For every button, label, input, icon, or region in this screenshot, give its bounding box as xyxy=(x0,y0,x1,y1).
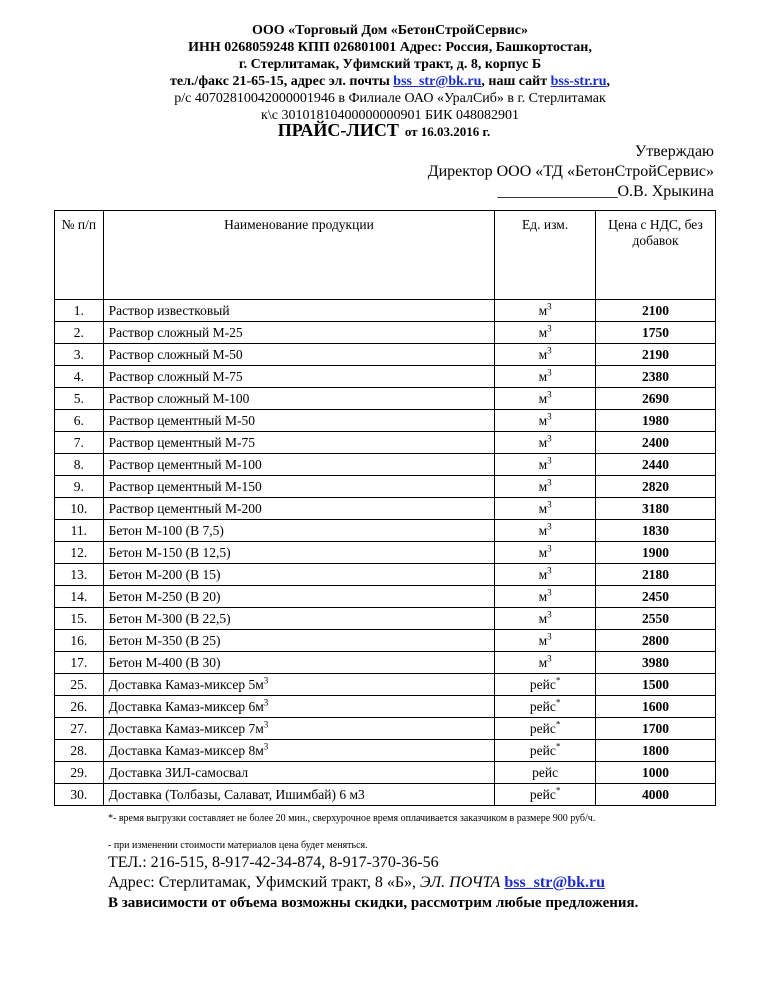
product-name-text: Доставка (Толбазы, Салават, Ишимбай) 6 м3 xyxy=(108,786,365,802)
unit-superscript: 3 xyxy=(547,389,552,399)
row-number: 11. xyxy=(55,520,104,542)
product-name-text: Доставка Камаз-миксер 5м xyxy=(108,676,264,692)
header-num: № п/п xyxy=(55,211,104,300)
row-unit xyxy=(495,652,596,674)
row-unit xyxy=(495,740,596,762)
unit-text: м xyxy=(538,522,548,538)
unit-superscript: 3 xyxy=(547,323,552,333)
product-name-text: Раствор сложный М-75 xyxy=(108,368,243,384)
row-unit xyxy=(495,586,596,608)
table-row xyxy=(55,784,716,806)
unit-superscript: 3 xyxy=(547,587,552,597)
row-product-name xyxy=(103,674,495,696)
row-product-name xyxy=(103,630,495,652)
contact-email-label: ЭЛ. ПОЧТА xyxy=(420,874,501,891)
row-number: 7. xyxy=(55,432,104,454)
table-row xyxy=(55,454,716,476)
contact-address xyxy=(108,873,716,893)
product-name-superscript: 3 xyxy=(263,697,269,707)
table-row xyxy=(55,586,716,608)
unit-superscript: * xyxy=(555,697,561,707)
contacts-comma: , xyxy=(606,74,611,89)
unit-superscript: * xyxy=(555,785,561,795)
row-price: 3180 xyxy=(596,498,716,520)
approval-signature: _______________О.В. Хрыкина xyxy=(497,183,714,200)
unit-text: рейс xyxy=(529,698,556,714)
unit-superscript: * xyxy=(555,719,561,729)
note-price-change: - при изменении стоимости материалов цена будет меняться. xyxy=(108,840,368,851)
header-site-link[interactable]: bss-str.ru xyxy=(550,74,607,89)
product-name-text: Доставка Камаз-миксер 8м xyxy=(108,742,264,758)
row-price: 1700 xyxy=(596,718,716,740)
row-unit xyxy=(495,300,596,322)
product-name-text: Раствор цементный М-150 xyxy=(108,478,262,494)
row-unit xyxy=(495,784,596,806)
document-title xyxy=(0,120,768,141)
header-name: Наименование продукции xyxy=(103,211,495,300)
product-name-text: Бетон М-250 (В 20) xyxy=(108,588,221,604)
unit-superscript: 3 xyxy=(547,543,552,553)
unit-text: рейс xyxy=(529,720,556,736)
header-email-link[interactable]: bss_str@bk.ru xyxy=(393,74,482,89)
product-name-text: Раствор цементный М-200 xyxy=(108,500,262,516)
product-name-text: Бетон М-350 (В 25) xyxy=(108,632,221,648)
company-name: ООО «Торговый Дом «БетонСтройСервис» xyxy=(252,23,528,38)
row-price: 1000 xyxy=(596,762,716,784)
product-name-superscript: 3 xyxy=(263,741,269,751)
row-price: 1830 xyxy=(596,520,716,542)
unit-superscript: 3 xyxy=(547,367,552,377)
product-name-text: Доставка ЗИЛ-самосвал xyxy=(108,764,249,780)
row-unit xyxy=(495,696,596,718)
product-name-text: Раствор известковый xyxy=(108,302,230,318)
table-row xyxy=(55,740,716,762)
phone-email-label: тел./факс 21-65-15, адрес эл. почты xyxy=(169,74,394,89)
row-unit xyxy=(495,542,596,564)
row-unit xyxy=(495,564,596,586)
unit-text: м xyxy=(538,434,548,450)
row-product-name xyxy=(103,520,495,542)
unit-text: м xyxy=(538,324,548,340)
row-unit xyxy=(495,718,596,740)
company-contacts xyxy=(60,73,720,90)
row-price: 2450 xyxy=(596,586,716,608)
unit-superscript: 3 xyxy=(547,411,552,421)
row-number: 26. xyxy=(55,696,104,718)
unit-text: м xyxy=(538,610,548,626)
product-name-text: Бетон М-200 (В 15) xyxy=(108,566,221,582)
product-name-text: Доставка Камаз-миксер 6м xyxy=(108,698,264,714)
unit-superscript: 3 xyxy=(547,499,552,509)
unit-text: м xyxy=(538,500,548,516)
unit-text: м xyxy=(538,566,548,582)
row-number: 1. xyxy=(55,300,104,322)
row-product-name xyxy=(103,344,495,366)
unit-text: рейс xyxy=(529,742,556,758)
row-number: 4. xyxy=(55,366,104,388)
table-row xyxy=(55,608,716,630)
product-name-text: Бетон М-150 (В 12,5) xyxy=(108,544,231,560)
product-name-text: Раствор сложный М-100 xyxy=(108,390,250,406)
row-product-name xyxy=(103,586,495,608)
row-price: 2100 xyxy=(596,300,716,322)
row-product-name xyxy=(103,498,495,520)
row-number: 3. xyxy=(55,344,104,366)
unit-text: м xyxy=(538,456,548,472)
row-price: 2380 xyxy=(596,366,716,388)
row-product-name xyxy=(103,322,495,344)
row-number: 14. xyxy=(55,586,104,608)
row-price: 4000 xyxy=(596,784,716,806)
row-unit xyxy=(495,454,596,476)
unit-superscript: 3 xyxy=(547,631,552,641)
row-unit xyxy=(495,410,596,432)
approval-word: Утверждаю xyxy=(634,143,714,160)
unit-text: рейс xyxy=(532,764,559,780)
row-number: 9. xyxy=(55,476,104,498)
row-unit xyxy=(495,520,596,542)
unit-superscript: 3 xyxy=(547,565,552,575)
unit-superscript: 3 xyxy=(547,477,552,487)
row-number: 6. xyxy=(55,410,104,432)
row-unit xyxy=(495,388,596,410)
table-row xyxy=(55,630,716,652)
approval-director: Директор ООО «ТД «БетонСтройСервис» xyxy=(427,163,714,180)
row-product-name xyxy=(103,608,495,630)
row-price: 2820 xyxy=(596,476,716,498)
row-unit xyxy=(495,476,596,498)
unit-superscript: 3 xyxy=(547,345,552,355)
row-price: 2400 xyxy=(596,432,716,454)
table-row xyxy=(55,410,716,432)
row-number: 13. xyxy=(55,564,104,586)
product-name-superscript: 3 xyxy=(263,675,269,685)
table-row xyxy=(55,476,716,498)
company-address: г. Стерлитамак, Уфимский тракт, д. 8, корпус Б xyxy=(238,57,542,72)
unit-superscript: 3 xyxy=(547,455,552,465)
row-number: 29. xyxy=(55,762,104,784)
table-row xyxy=(55,388,716,410)
contact-address-text: Адрес: Стерлитамак, Уфимский тракт, 8 «Б», xyxy=(108,874,421,891)
site-label: , наш сайт xyxy=(481,74,551,89)
unit-superscript: 3 xyxy=(547,301,552,311)
unit-text: рейс xyxy=(529,676,556,692)
row-unit xyxy=(495,432,596,454)
row-price: 1980 xyxy=(596,410,716,432)
row-unit xyxy=(495,762,596,784)
unit-superscript: * xyxy=(555,675,561,685)
row-unit xyxy=(495,498,596,520)
unit-superscript: 3 xyxy=(547,521,552,531)
header-price: Цена с НДС, без добавок xyxy=(596,211,716,300)
table-row xyxy=(55,344,716,366)
product-name-text: Раствор сложный М-25 xyxy=(108,324,243,340)
table-row xyxy=(55,542,716,564)
unit-text: рейс xyxy=(529,786,556,802)
header-unit: Ед. изм. xyxy=(495,211,596,300)
table-header-row xyxy=(55,211,716,300)
row-price: 2440 xyxy=(596,454,716,476)
row-product-name xyxy=(103,300,495,322)
row-number: 16. xyxy=(55,630,104,652)
row-number: 2. xyxy=(55,322,104,344)
row-number: 5. xyxy=(55,388,104,410)
unit-text: м xyxy=(538,654,548,670)
product-name-text: Раствор цементный М-50 xyxy=(108,412,255,428)
row-product-name xyxy=(103,388,495,410)
row-number: 25. xyxy=(55,674,104,696)
product-name-text: Бетон М-400 (В 30) xyxy=(108,654,221,670)
row-number: 12. xyxy=(55,542,104,564)
row-unit xyxy=(495,630,596,652)
contact-email-link[interactable]: bss_str@bk.ru xyxy=(504,874,606,891)
row-unit xyxy=(495,608,596,630)
row-number: 15. xyxy=(55,608,104,630)
title-main: ПРАЙС-ЛИСТ xyxy=(277,120,399,140)
row-product-name xyxy=(103,740,495,762)
row-number: 28. xyxy=(55,740,104,762)
row-number: 8. xyxy=(55,454,104,476)
table-row xyxy=(55,432,716,454)
row-price: 2550 xyxy=(596,608,716,630)
unit-text: м xyxy=(538,544,548,560)
row-product-name xyxy=(103,410,495,432)
unit-text: м xyxy=(538,632,548,648)
product-name-text: Раствор сложный М-50 xyxy=(108,346,243,362)
discount-note: В зависимости от объема возможны скидки, рассмотрим любые предложения. xyxy=(108,895,639,911)
table-row xyxy=(55,696,716,718)
unit-superscript: 3 xyxy=(547,653,552,663)
unit-superscript: 3 xyxy=(547,433,552,443)
row-price: 1500 xyxy=(596,674,716,696)
row-unit xyxy=(495,344,596,366)
row-product-name xyxy=(103,696,495,718)
row-number: 30. xyxy=(55,784,104,806)
row-product-name xyxy=(103,564,495,586)
row-price: 1800 xyxy=(596,740,716,762)
unit-text: м xyxy=(538,412,548,428)
row-price: 2800 xyxy=(596,630,716,652)
unit-text: м xyxy=(538,368,548,384)
row-price: 1750 xyxy=(596,322,716,344)
note-unloading-time: *- время выгрузки составляет не более 20 мин., сверхурочное время оплачивается заказчиком в размере 900 руб/ч. xyxy=(108,813,596,824)
contact-phones: ТЕЛ.: 216-515, 8-917-42-34-874, 8-917-370-36-56 xyxy=(108,854,439,871)
row-product-name xyxy=(103,432,495,454)
unit-text: м xyxy=(538,588,548,604)
row-product-name xyxy=(103,454,495,476)
unit-text: м xyxy=(538,478,548,494)
unit-superscript: * xyxy=(555,741,561,751)
row-product-name xyxy=(103,784,495,806)
row-product-name xyxy=(103,542,495,564)
row-price: 2180 xyxy=(596,564,716,586)
bank-corr-account: к\с 30101810400000000901 БИК 048082901 xyxy=(261,108,519,123)
product-name-text: Раствор цементный М-100 xyxy=(108,456,262,472)
row-number: 17. xyxy=(55,652,104,674)
product-name-superscript: 3 xyxy=(263,719,269,729)
unit-superscript: 3 xyxy=(547,609,552,619)
title-date: от 16.03.2016 г. xyxy=(404,124,491,139)
table-row xyxy=(55,322,716,344)
row-price: 2690 xyxy=(596,388,716,410)
product-name-text: Раствор цементный М-75 xyxy=(108,434,255,450)
row-product-name xyxy=(103,476,495,498)
product-name-text: Доставка Камаз-миксер 7м xyxy=(108,720,264,736)
company-requisites: ИНН 0268059248 КПП 026801001 Адрес: Россия, Башкортостан, xyxy=(188,40,592,55)
row-product-name xyxy=(103,718,495,740)
unit-text: м xyxy=(538,346,548,362)
row-number: 10. xyxy=(55,498,104,520)
table-row xyxy=(55,520,716,542)
row-price: 3980 xyxy=(596,652,716,674)
table-row xyxy=(55,718,716,740)
row-product-name xyxy=(103,652,495,674)
row-product-name xyxy=(103,762,495,784)
row-unit xyxy=(495,322,596,344)
row-number: 27. xyxy=(55,718,104,740)
table-row xyxy=(55,762,716,784)
row-price: 1600 xyxy=(596,696,716,718)
row-price: 1900 xyxy=(596,542,716,564)
table-row xyxy=(55,300,716,322)
table-row xyxy=(55,674,716,696)
unit-text: м xyxy=(538,390,548,406)
bank-account: р/с 40702810042000001946 в Филиале ОАО «УралСиб» в г. Стерлитамак xyxy=(174,91,606,106)
row-product-name xyxy=(103,366,495,388)
row-price: 2190 xyxy=(596,344,716,366)
product-name-text: Бетон М-100 (В 7,5) xyxy=(108,522,224,538)
row-unit xyxy=(495,366,596,388)
price-table xyxy=(54,210,716,806)
row-unit xyxy=(495,674,596,696)
product-name-text: Бетон М-300 (В 22,5) xyxy=(108,610,231,626)
table-row xyxy=(55,498,716,520)
table-row xyxy=(55,366,716,388)
table-row xyxy=(55,652,716,674)
table-row xyxy=(55,564,716,586)
unit-text: м xyxy=(538,302,548,318)
